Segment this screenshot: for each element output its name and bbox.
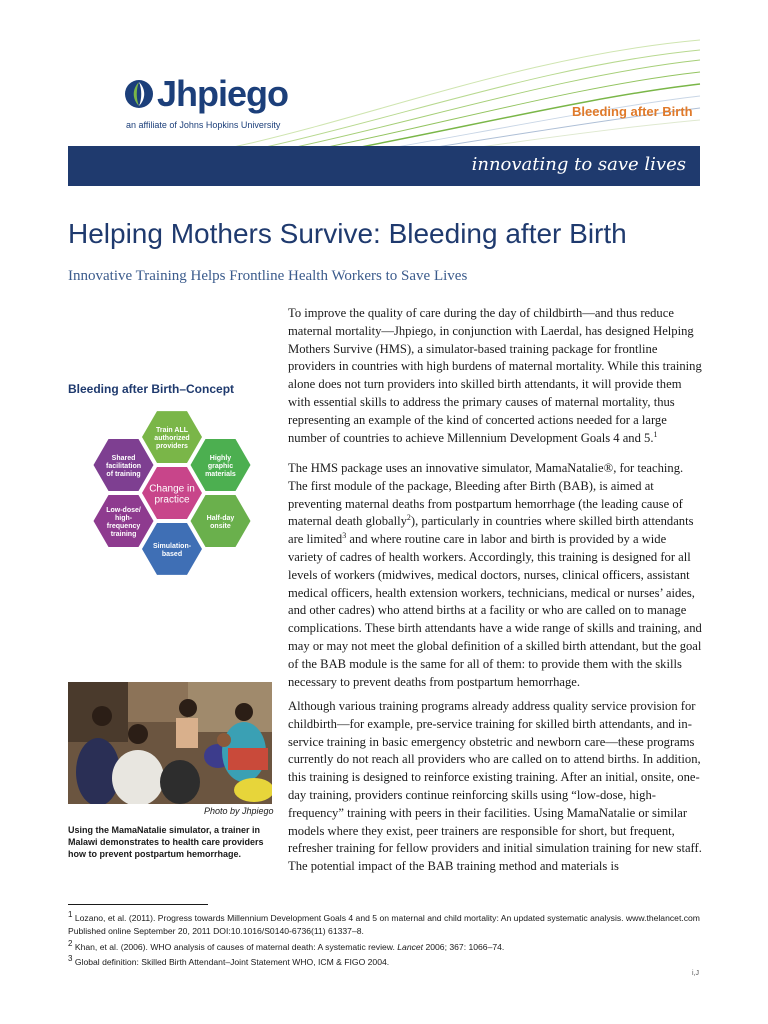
footnote-ref: 3 xyxy=(342,531,347,540)
footnote-divider xyxy=(68,904,208,905)
page-subtitle: Innovative Training Helps Frontline Health Workers to Save Lives xyxy=(68,268,468,284)
concept-center-label: Change in xyxy=(149,483,195,495)
concept-hex-6-label: of training xyxy=(106,470,141,478)
footnote-number: 2 xyxy=(68,939,73,949)
footnote-number: 1 xyxy=(68,910,73,920)
training-photo xyxy=(68,682,272,804)
footnote-ref: 2 xyxy=(406,513,411,523)
footnote-2-journal: Lancet xyxy=(397,942,424,952)
logo-mark-icon xyxy=(124,79,154,109)
concept-diagram xyxy=(60,400,280,590)
concept-hex-5-label: high- xyxy=(114,514,133,522)
header-banner xyxy=(68,146,700,186)
body-paragraph-2 xyxy=(288,460,704,691)
concept-hex-3-label: onsite xyxy=(210,522,231,530)
banner-tagline: innovating to save lives xyxy=(471,154,686,175)
concept-hex-1-label: providers xyxy=(156,442,188,450)
body-paragraph-1-text: To improve the quality of care during the day of childbirth—and thus reduce maternal mortality—Jhpiego, in conjunction with Laerdal, has designed Helping Mothers Survive (HMS), a simulator-based training package for frontline providers in countries with high burdens of maternal mortality. While this training alone does not turn providers into skilled birth attendants, it will provide them with essential skills to address the primary causes of maternal mortality, thus representing an example of the kind of concerted actions needed for a large number of countries to achieve Millennium Development Goals 4 and 5. xyxy=(288,306,702,445)
body-paragraph-2-text-a: The HMS package uses an innovative simulator, MamaNatalie®, for teaching. The first module of the package, Bleeding after Birth (BAB), is aimed at preventing maternal deaths from postpartum hemorrhage (the leading cause of maternal death globally xyxy=(288,461,684,529)
concept-hex-5-label: Low-dose/ xyxy=(106,506,141,514)
photo-credit: Photo by Jhpiego xyxy=(204,806,274,816)
body-paragraph-2-text-b: ), particularly in countries where skilled birth attendants are limited xyxy=(288,514,694,547)
concept-hex-2-label: graphic xyxy=(207,462,234,470)
page-number: i,J xyxy=(692,970,699,977)
photo-caption: Using the MamaNatalie simulator, a trainer in Malawi demonstrates to health care providers how to prevent postpartum hemorrhage. xyxy=(68,825,264,859)
footnote-1-text: Lozano, et al. (2011). Progress towards Millennium Development Goals 4 and 5 on maternal and child mortality: An updated systematic analysis. www.thelancet.com Published online September 20, 2011 DOI:10.1016/S0140-6736(11) 61337–8. xyxy=(68,913,700,936)
logo-tagline: an affiliate of Johns Hopkins University xyxy=(126,120,281,130)
footnote-1 xyxy=(68,912,708,938)
body-paragraph-2-text-c: and where routine care in labor and birth is provided by a wide variety of cadres of health workers. Accordingly, this training is designed for all levels of workers (midwives, medical doctors, nurses, clinical officers, assistant medical officers, health extension workers, technicians, medical or nurses’ aides, and other cadres) who attend births at a facility or who are called on to manage complications. These birth attendants have a wide range of skills and training, and may or may not meet the global definition of a skilled birth attendant, but the goal of the BAB module is the same for all of them: to provide them with the skills necessary to prevent deaths from postpartum hemorrhage. xyxy=(288,532,702,689)
concept-hex-6-label: Shared xyxy=(111,454,136,462)
footnote-2-text-a: Khan, et al. (2006). WHO analysis of causes of maternal death: A systematic review. xyxy=(74,942,398,952)
concept-hex-6-label: facilitation xyxy=(106,462,142,470)
body-paragraph-3: Although various training programs already address quality service provision for childbirth—for example, pre-service training for skilled birth attendants, and in-service training in basic emergency obstetric and newborn care—these programs currently do not reach all providers who are called on to attend births. In addition, this training is designed to reinforce existing training. After an initial, onsite, one-day training, providers continue reinforcing skills using “low-dose, high-frequency” training with peers in their facilities. Using MamaNatalie or similar models where they exist, peer trainers are responsible for short, but frequent, refresher training for fellow providers and initial simulation training for new staff. The potential impact of the BAB training method and materials is xyxy=(288,699,702,874)
concept-hex-5-label: training xyxy=(110,530,137,538)
concept-center-label: practice xyxy=(154,494,190,506)
footnote-2-text-b: 2006; 367: 1066–74. xyxy=(423,942,505,952)
footnote-3 xyxy=(68,956,708,969)
concept-title: Bleeding after Birth–Concept xyxy=(68,382,235,396)
footnote-ref: 1 xyxy=(653,429,658,439)
concept-hex-4-label: based xyxy=(161,550,183,558)
concept-hex-2-label: Highly xyxy=(209,454,232,462)
footnote-3-text: Global definition: Skilled Birth Attendant–Joint Statement WHO, ICM & FIGO 2004. xyxy=(74,957,390,967)
concept-hex-3-label: Half-day xyxy=(206,514,235,522)
concept-hex-4-label: Simulation- xyxy=(152,542,192,550)
jhpiego-logo xyxy=(124,73,289,114)
footnote-number: 3 xyxy=(68,954,73,964)
concept-hex-1-label: Train ALL xyxy=(155,426,189,434)
body-paragraph-1 xyxy=(288,305,704,447)
concept-hex-5-label: frequency xyxy=(106,522,141,530)
concept-hex-1-label: authorized xyxy=(154,434,190,442)
concept-hex-2-label: materials xyxy=(205,470,236,478)
logo-wordmark: Jhpiego xyxy=(157,73,289,114)
footnote-2 xyxy=(68,941,708,954)
header-topic: Bleeding after Birth xyxy=(572,104,693,119)
page-title: Helping Mothers Survive: Bleeding after Birth xyxy=(68,218,627,249)
